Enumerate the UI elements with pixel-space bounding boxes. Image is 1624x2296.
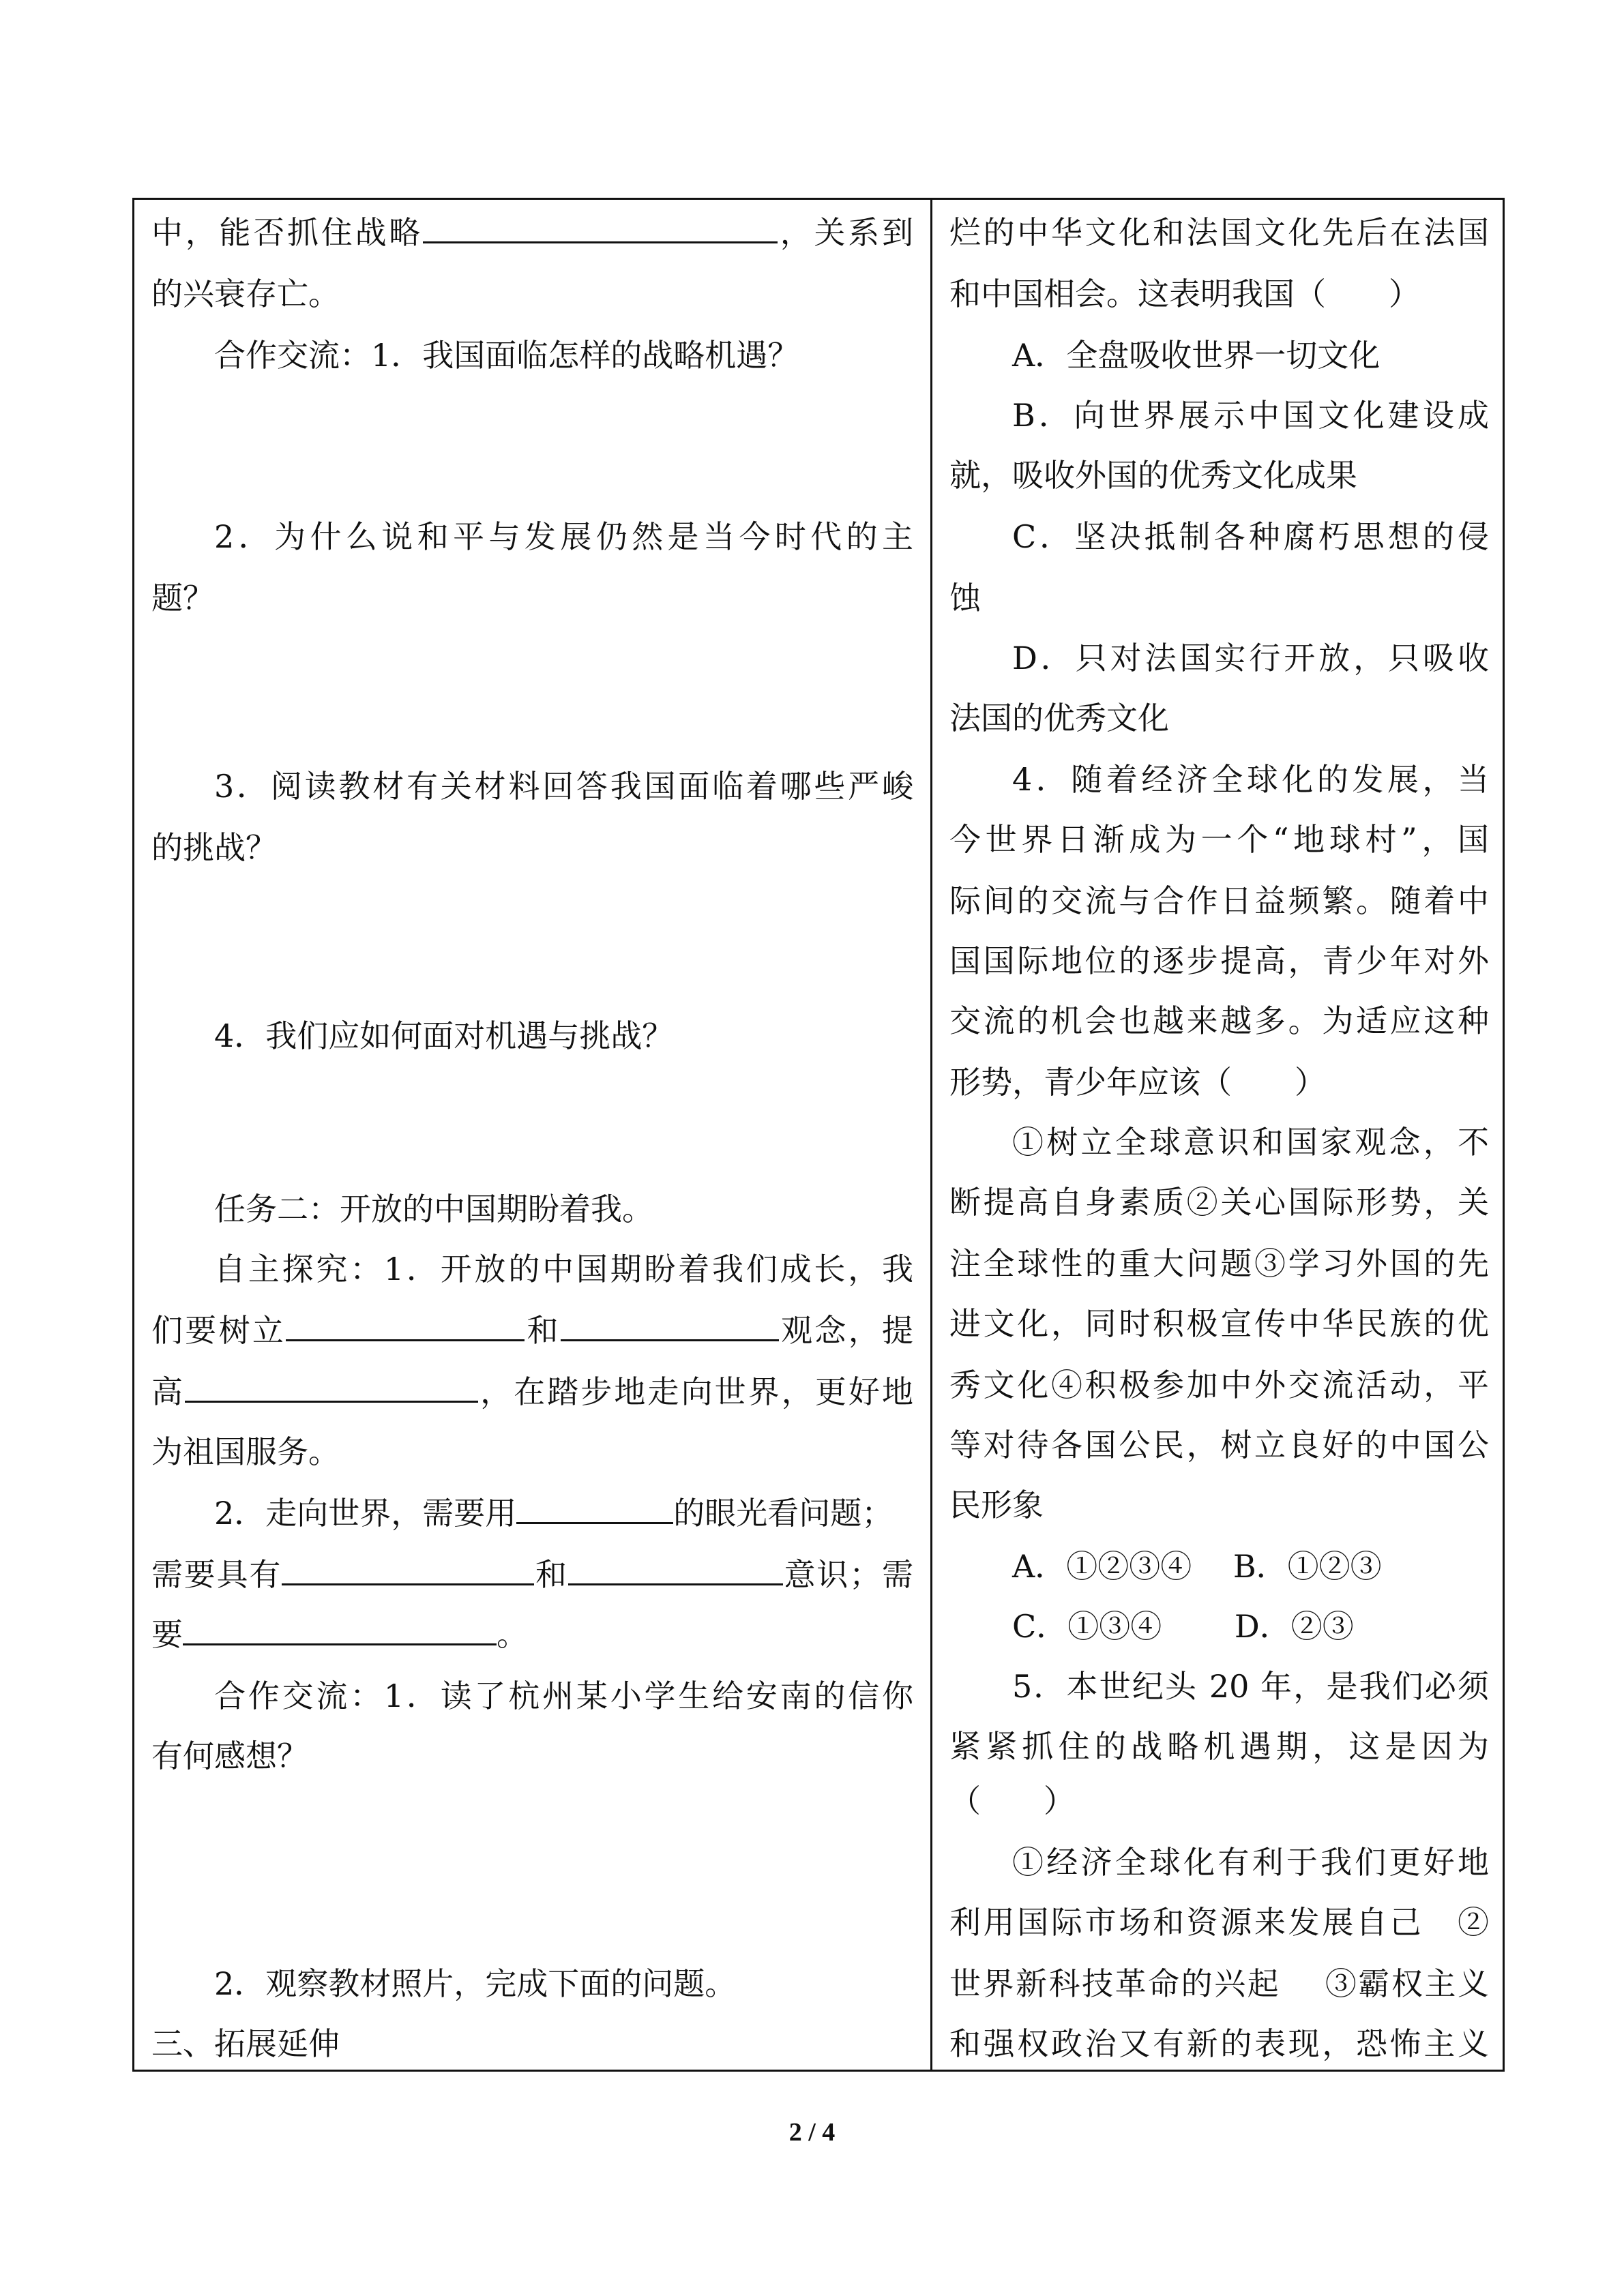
- question-3-line: 的挑战？: [151, 829, 277, 866]
- cooperation-question-line: 合作交流：1．读了杭州某小学生给安南的信你: [214, 1678, 913, 1714]
- fill-blank[interactable]: [423, 214, 778, 243]
- question-5-line: 紧紧抓住的战略机遇期，这是因为: [949, 1728, 1489, 1765]
- question-4-line: 交流的机会也越来越多。为适应这种: [949, 1002, 1489, 1039]
- option-d: 法国的优秀文化: [949, 700, 1169, 736]
- left-column: [134, 200, 932, 2070]
- question-4-line: 秀文化④积极参加中外交流活动，平: [949, 1367, 1489, 1403]
- task-2-heading: 任务二：开放的中国期盼着我。: [214, 1191, 653, 1227]
- question-4-line: 4．随着经济全球化的发展，当: [1012, 761, 1489, 798]
- fill-line: 需要具有 和 意识；需: [151, 1556, 914, 1593]
- question-4-line: 形势，青少年应该（ ）: [949, 1064, 1326, 1101]
- option-a: A．全盘吸收世界一切文化: [1012, 337, 1381, 374]
- fill-line: 要 。: [151, 1616, 528, 1653]
- fill-blank[interactable]: [286, 1312, 525, 1341]
- cooperation-question-1: 合作交流：1．我国面临怎样的战略机遇？: [214, 337, 799, 374]
- self-study-line: 自主探究：1．开放的中国期盼着我们成长，我: [214, 1251, 913, 1287]
- question-2-line: 2．为什么说和平与发展仍然是当今时代的主: [214, 518, 913, 555]
- text-line: 和中国相会。这表明我国（ ）: [949, 275, 1420, 312]
- question-4-line: 今世界日渐成为一个“地球村”，国: [949, 821, 1489, 858]
- fill-blank[interactable]: [185, 1373, 478, 1403]
- question-4-line: 国国际地位的逐步提高，青少年对外: [949, 942, 1489, 979]
- question-5-line: 利用国际市场和资源来发展自己 ②: [949, 1904, 1489, 1941]
- question-4-line: 断提高自身素质②关心国际形势，关: [949, 1184, 1489, 1221]
- page-number: 2 / 4: [788, 2118, 836, 2147]
- question-2-line: 题？: [151, 580, 214, 616]
- section-3-heading: 三、拓展延伸: [151, 2025, 340, 2062]
- worksheet-table: [132, 198, 1505, 2072]
- fill-line: 高 ，在踏步地走向世界，更好地: [151, 1373, 914, 1410]
- cooperation-question-line: 有何感想？: [151, 1738, 308, 1774]
- question-4-line: 等对待各国公民，树立良好的中国公: [949, 1427, 1489, 1463]
- question-4: 4．我们应如何面对机遇与挑战？: [214, 1017, 674, 1054]
- fill-line: 2．走向世界，需要用 的眼光看问题；: [214, 1495, 894, 1532]
- question-4-line: 民形象: [949, 1487, 1044, 1523]
- text-line: 为祖国服务。: [151, 1433, 340, 1470]
- fill-line: 们要树立 和 观念，提: [151, 1312, 914, 1349]
- fill-blank[interactable]: [282, 1556, 534, 1585]
- fill-blank[interactable]: [516, 1495, 673, 1524]
- text-line: 烂的中华文化和法国文化先后在法国: [949, 214, 1489, 251]
- text-line: 的兴衰存亡。: [151, 275, 340, 312]
- text-line: 中，能否抓住战略 ，关系到: [151, 214, 913, 251]
- question-5-line: （ ）: [949, 1783, 1075, 1819]
- option-c: 蚀: [949, 580, 981, 616]
- question-5-line: 世界新科技革命的兴起 ③霸权主义: [949, 1965, 1489, 2002]
- fill-blank[interactable]: [183, 1616, 497, 1645]
- question-4-options: A．①②③④ B．①②③: [1012, 1548, 1382, 1585]
- question-4-line: ①树立全球意识和国家观念，不: [1012, 1124, 1489, 1161]
- question-4-line: 进文化，同时积极宣传中华民族的优: [949, 1305, 1489, 1342]
- right-column: [932, 200, 1503, 2070]
- option-d: D．只对法国实行开放，只吸收: [1012, 640, 1489, 676]
- question-5-line: ①经济全球化有利于我们更好地: [1012, 1844, 1489, 1881]
- option-b: 就，吸收外国的优秀文化成果: [949, 457, 1357, 494]
- fill-blank[interactable]: [568, 1556, 783, 1585]
- question-4-line: 际间的交流与合作日益频繁。随着中: [949, 882, 1489, 919]
- question-5-line: 5．本世纪头 20 年，是我们必须: [1012, 1668, 1489, 1705]
- option-b: B．向世界展示中国文化建设成: [1012, 397, 1489, 434]
- fill-blank[interactable]: [561, 1312, 779, 1341]
- question-4-line: 注全球性的重大问题③学习外国的先: [949, 1245, 1489, 1282]
- question-3-line: 3．阅读教材有关材料回答我国面临着哪些严峻: [214, 768, 913, 805]
- option-c: C．坚决抵制各种腐朽思想的侵: [1012, 518, 1489, 555]
- question-5-line: 和强权政治又有新的表现，恐怖主义: [949, 2025, 1489, 2062]
- question-4-options: C．①③④ D．②③: [1012, 1608, 1354, 1645]
- cooperation-question-2: 2．观察教材照片，完成下面的问题。: [214, 1965, 737, 2002]
